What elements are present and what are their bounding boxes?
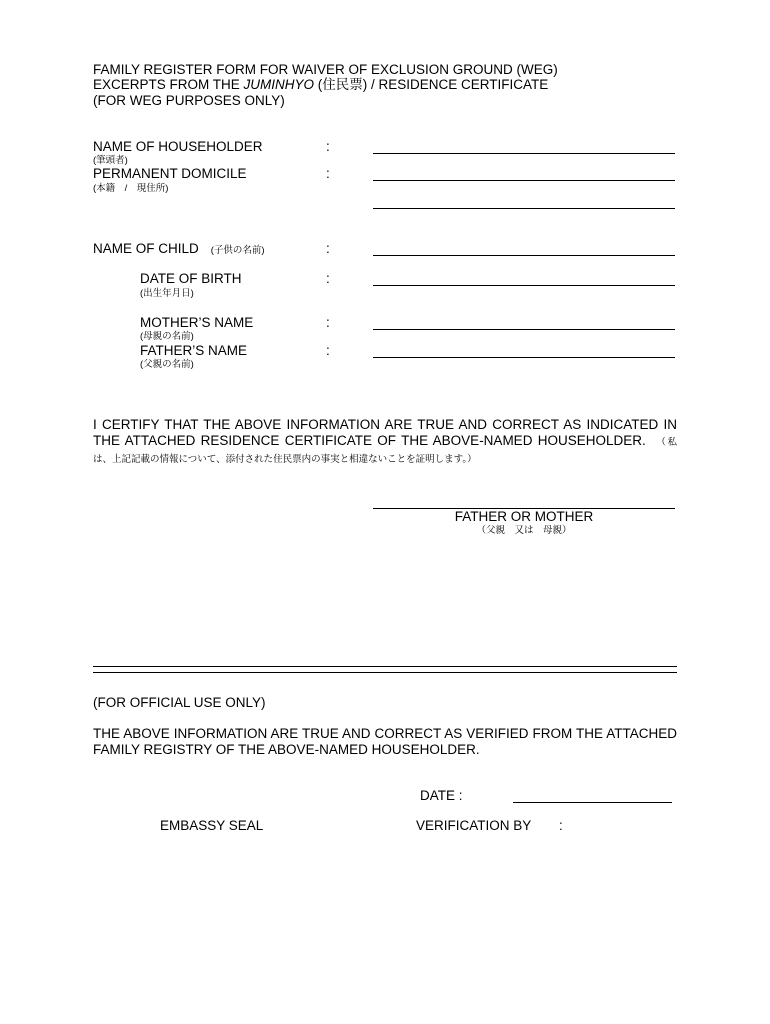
mother-name-colon: :: [326, 315, 330, 330]
householder-colon: :: [326, 139, 330, 154]
dob-label-jp: (出生年月日): [140, 288, 194, 299]
father-name-label: FATHER’S NAME: [140, 343, 248, 358]
father-name-label-jp: (父親の名前): [140, 359, 194, 370]
official-use-heading: (FOR OFFICIAL USE ONLY): [93, 695, 266, 710]
certification-text: I CERTIFY THAT THE ABOVE INFORMATION ARE TRUE AND CORRECT AS INDICATED IN THE ATTACHED RESIDENCE CERTIFICATE OF THE ABOVE-NAMED HOUSEHOLDER.: [93, 417, 677, 448]
verification-by-label: VERIFICATION BY: [416, 818, 532, 833]
mother-name-field[interactable]: [373, 329, 675, 330]
dob-colon: :: [326, 271, 330, 286]
domicile-field-line1[interactable]: [373, 180, 675, 181]
dob-label: DATE OF BIRTH: [140, 271, 242, 286]
date-field[interactable]: [513, 802, 672, 803]
householder-label: NAME OF HOUSEHOLDER: [93, 139, 263, 154]
official-verification-text: THE ABOVE INFORMATION ARE TRUE AND CORRECT AS VERIFIED FROM THE ATTACHED FAMILY REGISTRY OF THE ABOVE-NAMED HOUSEHOLDER.: [93, 726, 677, 757]
signature-label-jp: （父親 又は 母親）: [476, 525, 572, 536]
mother-name-label: MOTHER’S NAME: [140, 315, 254, 330]
domicile-field-line2[interactable]: [373, 208, 675, 209]
separator-line-bottom: [93, 672, 677, 673]
father-name-field[interactable]: [373, 357, 675, 358]
separator-line-top: [93, 666, 677, 667]
child-name-field[interactable]: [373, 255, 675, 256]
certification-text-jp: （私は、上記記載の情報について、添付された住民票内の事実と相違ないことを証明します。）: [93, 436, 677, 465]
certification-statement: [93, 417, 677, 468]
date-label: DATE :: [420, 788, 463, 803]
form-subtitle: [93, 77, 548, 93]
subtitle-prefix: EXCERPTS FROM THE: [93, 77, 244, 92]
child-name-label-text: NAME OF CHILD: [93, 241, 199, 256]
householder-label-jp: (筆頭者): [93, 155, 128, 166]
verification-by-colon: :: [559, 818, 563, 833]
subtitle-suffix: (住民票) / RESIDENCE CERTIFICATE: [314, 77, 549, 92]
subtitle-juminhyo: JUMINHYO: [243, 77, 315, 92]
domicile-label-jp: (本籍 / 現住所): [93, 183, 169, 194]
father-name-colon: :: [326, 343, 330, 358]
householder-field[interactable]: [373, 153, 675, 154]
domicile-label: PERMANENT DOMICILE: [93, 166, 247, 181]
dob-field[interactable]: [373, 285, 675, 286]
child-name-colon: :: [326, 241, 330, 256]
form-purpose-note: (FOR WEG PURPOSES ONLY): [93, 93, 285, 108]
domicile-colon: :: [326, 166, 330, 181]
signature-label: FATHER OR MOTHER: [454, 509, 594, 524]
embassy-seal-label: EMBASSY SEAL: [160, 818, 264, 833]
child-name-label-jp: (子供の名前): [210, 245, 265, 256]
form-title: FAMILY REGISTER FORM FOR WAIVER OF EXCLUSION GROUND (WEG): [93, 62, 558, 77]
mother-name-label-jp: (母親の名前): [140, 331, 194, 342]
child-name-label: [93, 241, 265, 257]
